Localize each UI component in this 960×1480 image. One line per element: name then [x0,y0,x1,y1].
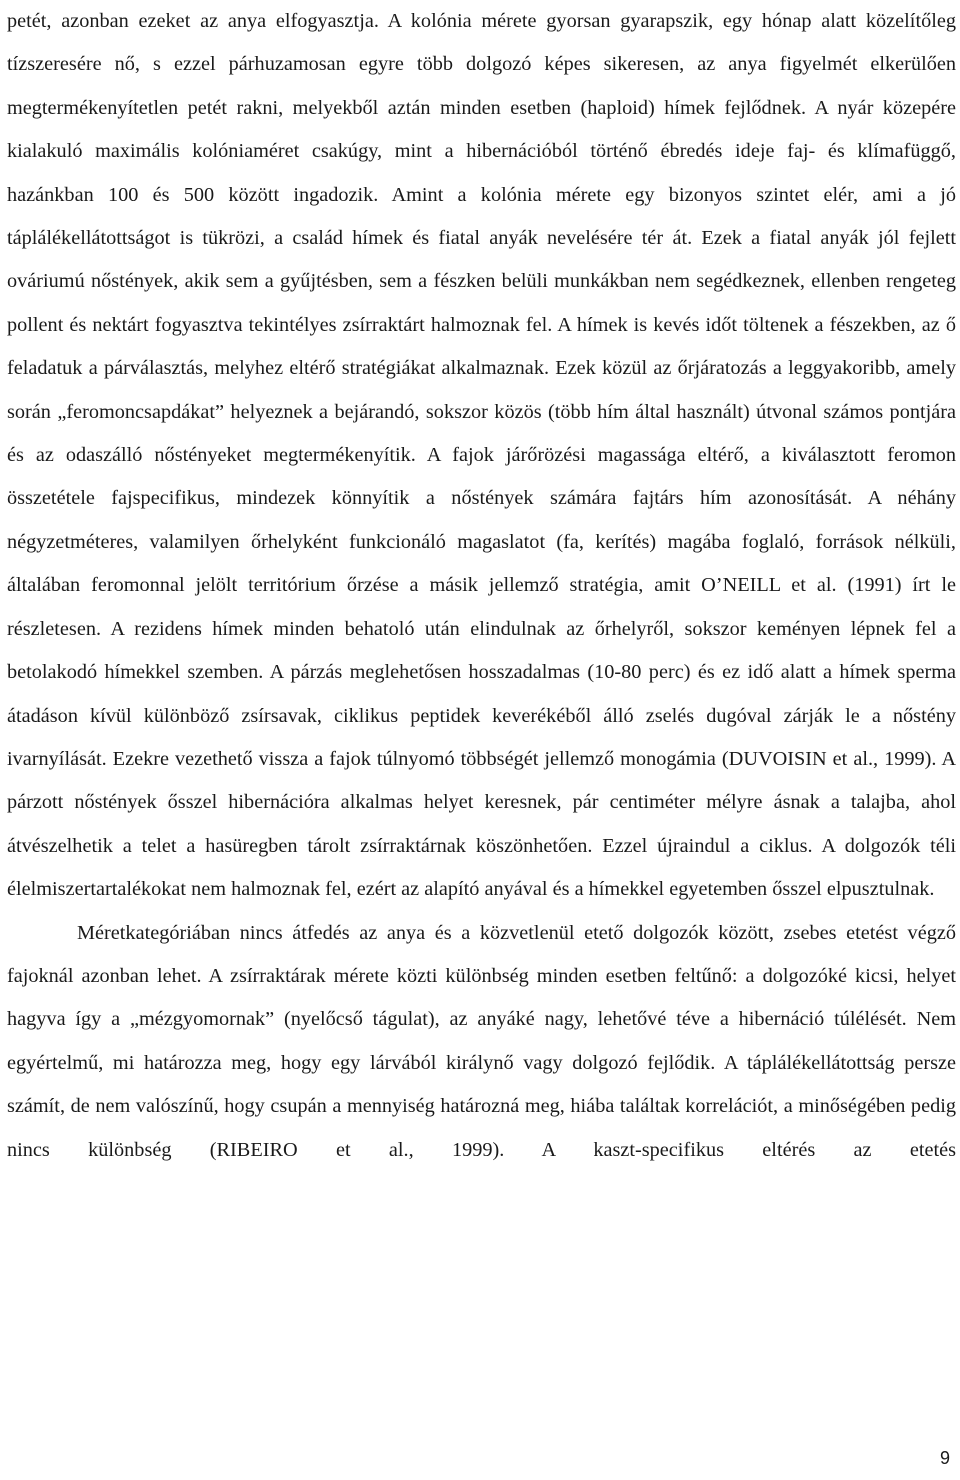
body-paragraph-1: petét, azonban ezeket az anya elfogyasztja. A kolónia mérete gyorsan gyarapszik, egy hónap alatt közelítőleg tízszeresére nő, s ezzel párhuzamosan egyre több dolgozó képes sikeresen, az anya figyelmét elkerülően megtermékenyítetlen petét rakni, melyekből aztán minden esetben (haploid) hímek fejlődnek. A nyár közepére kialakuló maximális kolóniaméret csakúgy, mint a hibernációból történő ébredés ideje faj- és klímafüggő, hazánkban 100 és 500 között ingadozik. Amint a kolónia mérete egy bizonyos szintet elér, ami a jó táplálékellátottságot is tükrözi, a család hímek és fiatal anyák nevelésére tér át. Ezek a fiatal anyák jól fejlett ováriumú nőstények, akik sem a gyűjtésben, sem a fészken belüli munkákban nem segédkeznek, ellenben rengeteg pollent és nektárt fogyasztva tekintélyes zsírraktárt halmoznak fel. A hímek is kevés időt töltenek a fészekben, az ő feladatuk a párválasztás, melyhez eltérő stratégiákat alkalmaznak. Ezek közül az őrjáratozás a leggyakoribb, amely során „feromoncsapdákat” helyeznek a bejárandó, sokszor közös (több hím által használt) útvonal számos pontjára és az odaszálló nőstényeket megtermékenyítik. A fajok járőrözési magassága eltérő, a kiválasztott feromon összetétele fajspecifikus, mindezek könnyítik a nőstények számára fajtárs hím azonosítását. A néhány négyzetméteres, valamilyen őrhelyként funkcionáló magaslatot (fa, kerítés) magába foglaló, források nélküli, általában feromonnal jelölt territórium őrzése a másik jellemző stratégia, amit O’NEILL et al. (1991) írt le részletesen. A rezidens hímek minden behatoló után elindulnak az őrhelyről, sokszor keményen lépnek fel a betolakodó hímekkel szemben. A párzás meglehetősen hosszadalmas (10-80 perc) és ez idő alatt a hímek sperma átadáson kívül különböző zsírsavak, ciklikus peptidek keverékéből álló zselés dugóval zárják le a nőstény ivarnyílását. Ezekre vezethető vissza a fajok túlnyomó többségét jellemző monogámia (DUVOISIN et al., 1999). A párzott nőstények ősszel hibernációra alkalmas helyet keresnek, pár centiméter mélyre ásnak a talajba, ahol átvészelhetik a telet a hasüregben tárolt zsírraktárnak köszönhetően. Ezzel újraindul a ciklus. A dolgozók téli élelmiszertartalékokat nem halmoznak fel, ezért az alapító anyával és a hímekkel egyetemben ősszel elpusztulnak. [7,10,956,901]
document-body [7,0,956,1172]
page-number: 9 [939,1448,950,1468]
body-paragraph-2: Méretkategóriában nincs átfedés az anya és a közvetlenül etető dolgozók között, zsebes etetést végző fajoknál azonban lehet. A zsírraktárak mérete közti különbség minden esetben feltűnő: a dolgozóké kicsi, helyet hagyva így a „mézgyomornak” (nyelőcső tágulat), az anyáké nagy, lehetővé téve a hibernáció túlélését. Nem egyértelmű, mi határozza meg, hogy egy lárvából királynő vagy dolgozó fejlődik. A táplálékellátottság persze számít, de nem valószínű, hogy csupán a mennyiség határozná meg, hiába találtak korrelációt, a minőségében pedig nincs különbség (RIBEIRO et al., 1999). A kaszt-specifikus eltérés az etetés [7,921,956,1161]
